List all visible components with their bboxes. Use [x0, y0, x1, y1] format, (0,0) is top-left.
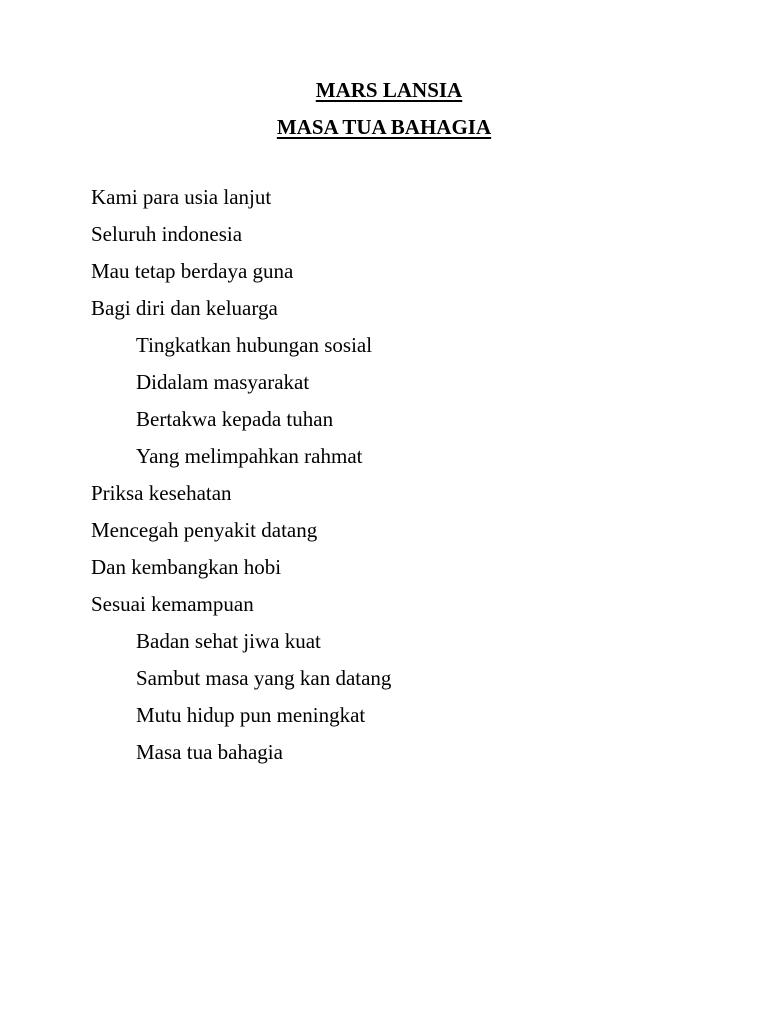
song-title: MARS LANSIA — [315, 78, 463, 102]
lyric-line: Sambut masa yang kan datang — [136, 666, 392, 690]
lyric-line: Seluruh indonesia — [91, 222, 243, 246]
lyric-line: Tingkatkan hubungan sosial — [136, 333, 373, 357]
song-subtitle: MASA TUA BAHAGIA — [276, 115, 492, 139]
lyric-line: Bertakwa kepada tuhan — [136, 407, 334, 431]
title-block — [0, 72, 768, 146]
lyric-line: Priksa kesehatan — [91, 481, 232, 505]
lyric-line: Badan sehat jiwa kuat — [136, 629, 321, 653]
lyric-line: Bagi diri dan keluarga — [91, 296, 278, 320]
lyric-line: Yang melimpahkan rahmat — [136, 444, 363, 468]
lyric-line: Masa tua bahagia — [136, 740, 283, 764]
lyric-line: Mencegah penyakit datang — [91, 518, 318, 542]
lyric-line: Sesuai kemampuan — [91, 592, 254, 616]
lyric-line: Kami para usia lanjut — [91, 185, 272, 209]
lyric-line: Dan kembangkan hobi — [91, 555, 282, 579]
lyric-line: Mutu hidup pun meningkat — [136, 703, 366, 727]
lyric-line: Didalam masyarakat — [136, 370, 310, 394]
lyrics-list — [91, 179, 391, 771]
lyric-line: Mau tetap berdaya guna — [91, 259, 294, 283]
